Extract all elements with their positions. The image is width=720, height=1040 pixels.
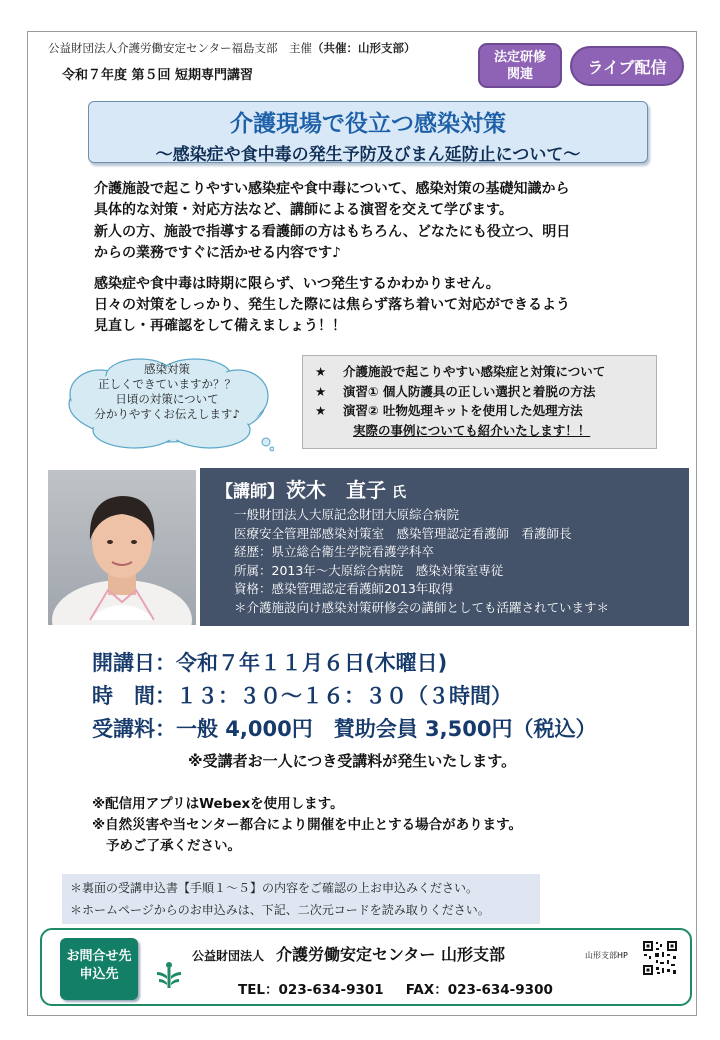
lecturer-name: 茨木 直子 (286, 478, 386, 502)
organizer-line (48, 40, 416, 56)
intro-line: 新人の方、施設で指導する看護師の方はもちろん、どなたにも役立つ、明日 (94, 223, 571, 240)
intro-line: 具体的な対策・対応方法など、講師による演習を交えて学びます。 (94, 202, 513, 219)
bubble-text (60, 362, 274, 422)
lecturer-detail: 経歴：県立総合衛生学院看護学科卒 (234, 544, 435, 560)
bubble-line: 分かりやすくお伝えします♪ (94, 407, 240, 421)
fax-number: FAX：023-634-9300 (405, 982, 553, 998)
center-logo-icon (155, 960, 183, 990)
tel-number[interactable]: TEL：023-634-9301 (238, 982, 384, 998)
badge-legal-line1: 法定研修 (493, 49, 546, 65)
lecturer-honorific: 氏 (392, 485, 406, 501)
note-line: ※自然災害や当センター都合により開催を中止とする場合があります。 (92, 817, 523, 833)
intro-line: からの業務ですぐに活かせる内容です♪ (94, 245, 341, 262)
bubble-line: 感染対策 (144, 362, 190, 376)
lecturer-label: 【講師】 (216, 482, 284, 502)
intro-line: 日々の対策をしっかり、発生した際には焦らず落ち着いて対応ができるよう (94, 297, 570, 314)
apply-line: ＊ホームページからのお申込みは、下記、二次元コードを読み取りください。 (70, 903, 490, 917)
co-host-text: （共催：山形支部） (312, 41, 416, 55)
contact-label (60, 938, 138, 1000)
note-line: ※配信用アプリはWebexを使用します。 (92, 796, 344, 812)
course-title: 介護現場で役立つ感染対策 (230, 111, 506, 137)
lecturer-heading (216, 474, 689, 503)
series-title: 令和７年度 第５回 短期専門講習 (62, 68, 254, 83)
star-icon: ★ (315, 364, 327, 379)
schedule-date: 開講日：令和７年１１月６日(木曜日) (92, 651, 448, 675)
lecturer-detail: ＊介護施設向け感染対策研修会の講師としても活躍されています＊ (234, 599, 610, 615)
speech-bubble (60, 356, 274, 452)
note-line: 予めご了承ください。 (106, 838, 241, 854)
bubble-line: 正しくできていますか？？ (98, 377, 236, 391)
intro-line: 感染症や食中毒は時期に限らず、いつ発生するかわかりません。 (94, 275, 500, 292)
lecturer-detail: 所属：2013年～大原綜合病院 感染対策室専従 (234, 562, 504, 578)
legal-training-badge (478, 43, 562, 88)
bubble-line: 日頃の対策について (115, 392, 219, 406)
key-point: ★ 演習① 個人防護具の正しい選択と着脱の方法 (315, 382, 656, 402)
star-icon: ★ (315, 403, 327, 418)
schedule-time: 時 間：１３：３０～１６：３０（３時間） (92, 684, 512, 708)
star-icon: ★ (315, 383, 327, 399)
contact-footer (40, 928, 692, 1006)
lecturer-detail: 一般財団法人大原記念財団大原綜合病院 (234, 507, 460, 522)
key-point: ★ 介護施設で起こりやすい感染症と対策について (315, 362, 656, 382)
fee-note: ※受講者お一人につき受講料が発生いたします。 (188, 752, 517, 770)
title-box (88, 101, 648, 163)
lecturer-panel (200, 468, 689, 626)
intro-line: 介護施設で起こりやすい感染症や食中毒について、感染対策の基礎知識から (94, 181, 570, 197)
notes-block (92, 794, 522, 857)
phone-fax-line (238, 978, 553, 998)
contact-line2: 申込先 (79, 967, 119, 982)
lecturer-detail: 医療安全管理部感染対策室 感染管理認定看護師 看護師長 (234, 525, 572, 541)
schedule-fee: 受講料：一般 4,000円 賛助会員 3,500円（税込） (92, 717, 597, 741)
org-name (192, 942, 505, 965)
application-instructions (62, 874, 540, 924)
badge-legal-line2: 関連 (506, 66, 533, 82)
hp-label: 山形支部HP (585, 951, 628, 960)
organizer-text: 公益財団法人介護労働安定センター福島支部 主催 (48, 41, 313, 55)
intro-text (94, 179, 654, 338)
schedule-block (92, 647, 596, 746)
contact-line1: お問合せ先 (66, 949, 132, 964)
org-main-name: 介護労働安定センター 山形支部 (276, 945, 505, 964)
lecturer-photo (48, 470, 196, 625)
live-stream-badge: ライブ配信 (570, 46, 684, 86)
key-points-box (302, 355, 657, 449)
apply-line: ＊裏面の受講申込書【手順１～５】の内容をご確認の上お申込みください。 (70, 881, 479, 895)
course-subtitle: ～感染症や食中毒の発生予防及びまん延防止について～ (155, 145, 581, 165)
case-study-note: 実際の事例についても紹介いたします！！ (353, 422, 591, 438)
org-prefix: 公益財団法人 (192, 949, 265, 963)
qr-code-icon[interactable] (642, 940, 678, 976)
lecturer-detail: 資格：感染管理認定看護師2013年取得 (234, 581, 454, 597)
key-point: ★ 演習② 吐物処理キットを使用した処理方法 (315, 401, 656, 421)
intro-line: 見直し・再確認をして備えましょう！！ (94, 318, 346, 335)
